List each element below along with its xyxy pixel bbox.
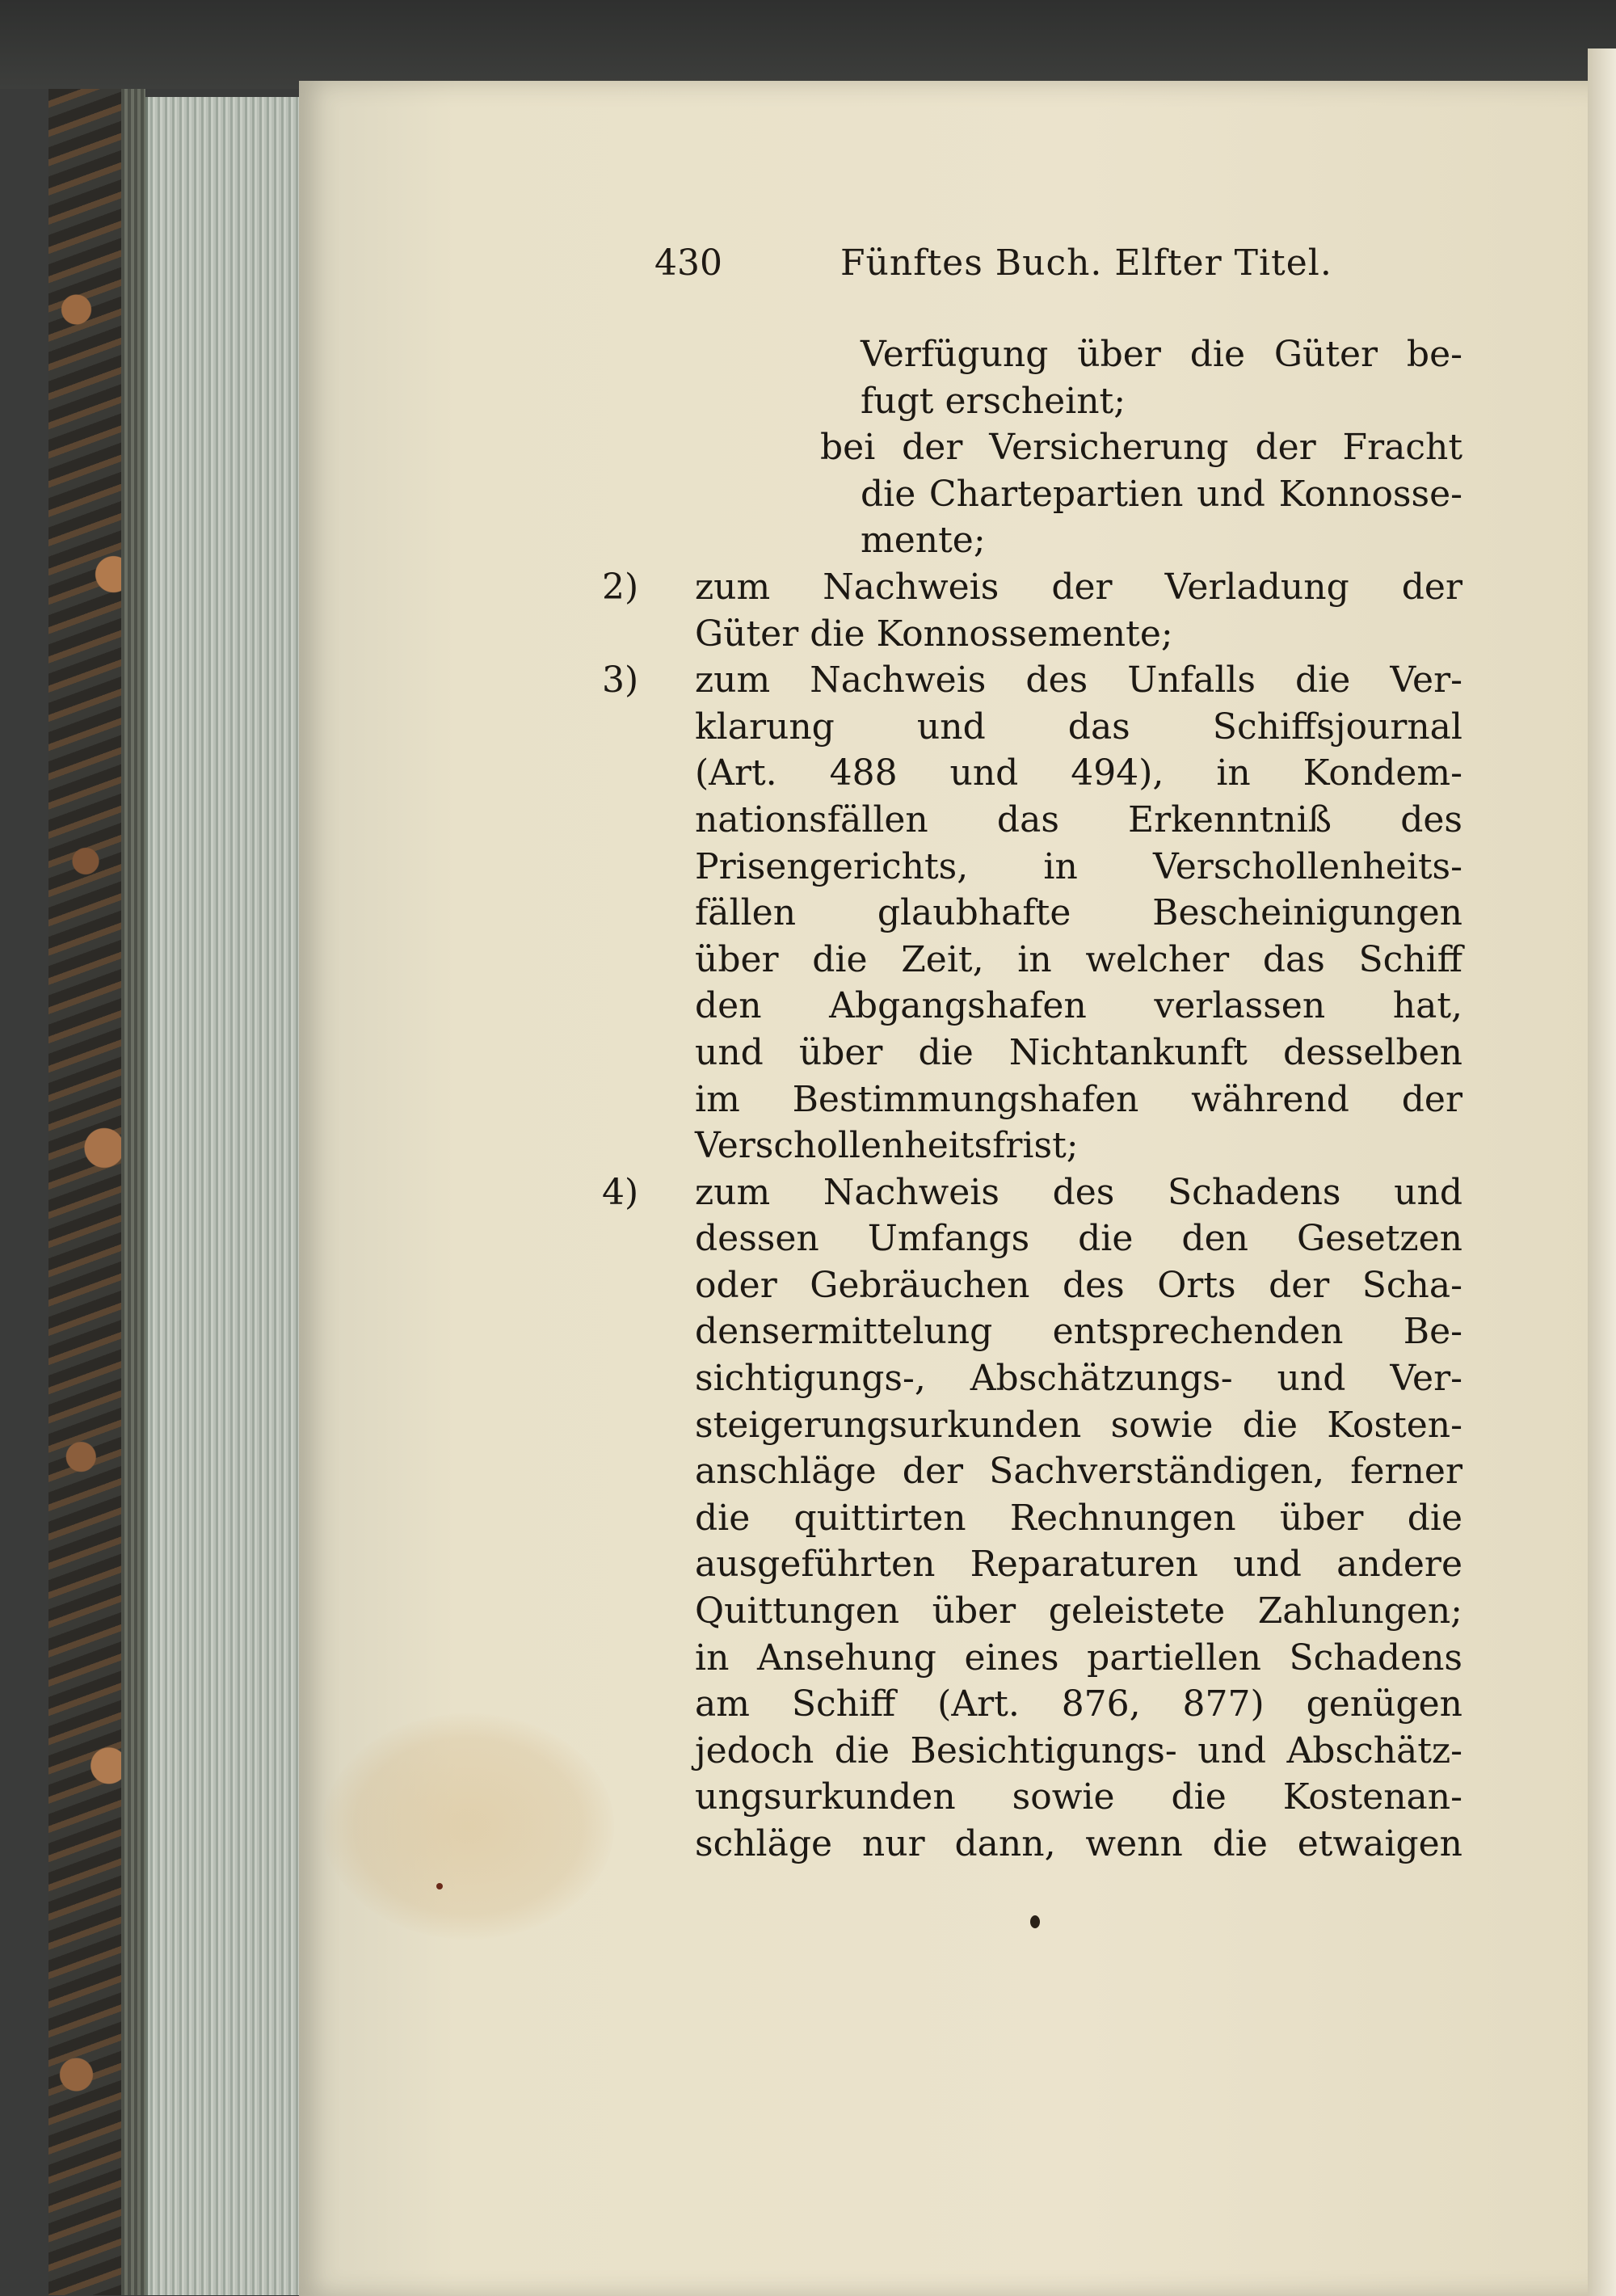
text-line: (Art. 488 und 494), in Kondem- <box>695 752 1462 794</box>
text-line: im Bestimmungshafen während der <box>695 1078 1462 1120</box>
text-line: am Schiff (Art. 876, 877) genügen <box>695 1683 1462 1725</box>
text-line: schläge nur dann, wenn die etwaigen <box>695 1823 1462 1864</box>
body-text <box>602 331 1462 1868</box>
item-number: 3) <box>602 659 639 701</box>
list-item-3 <box>602 657 1462 1169</box>
text-line: dessen Umfangs die den Gesetzen <box>695 1218 1462 1260</box>
text-line: den Abgangshafen verlassen hat, <box>695 985 1462 1027</box>
text-line: mente; <box>861 520 986 562</box>
text-line: Prisengerichts, in Verschollenheits- <box>695 845 1462 887</box>
text-line: in Ansehung eines partiellen Schadens <box>695 1637 1462 1679</box>
page-number: 430 <box>654 242 722 284</box>
page-edges <box>145 97 309 2295</box>
text-line: und über die Nichtankunft desselben <box>695 1031 1462 1073</box>
text-line: sichtigungs-, Abschätzungs- und Ver- <box>695 1358 1462 1400</box>
text-line: Quittungen über geleistete Zahlungen; <box>695 1590 1462 1632</box>
text-line: densermittelung entsprechenden Be- <box>695 1311 1462 1353</box>
item-number: 2) <box>602 566 639 608</box>
page-right-edge <box>1588 48 1616 2296</box>
text-line: bei der Versicherung der Fracht <box>820 427 1462 469</box>
text-line: nationsfällen das Erkenntniß des <box>695 798 1462 840</box>
text-line: ausgeführten Reparaturen und andere <box>695 1544 1462 1586</box>
item-number: 4) <box>602 1171 639 1213</box>
text-line: Güter die Konnossemente; <box>695 613 1173 655</box>
text-line: Verschollenheitsfrist; <box>695 1125 1079 1167</box>
text-line: über die Zeit, in welcher das Schiff <box>695 938 1462 980</box>
ink-spot <box>436 1883 443 1889</box>
background-top <box>0 0 1616 89</box>
text-line: anschläge der Sachverständigen, ferner <box>695 1451 1462 1493</box>
foxing-stain <box>323 1713 614 1940</box>
text-line: fugt erscheint; <box>861 380 1126 422</box>
text-line: steigerungsurkunden sowie die Kosten- <box>695 1404 1462 1446</box>
text-line: fällen glaubhafte Bescheinigungen <box>695 892 1462 934</box>
text-line: die Chartepartien und Konnosse- <box>861 473 1462 515</box>
text-line: zum Nachweis des Unfalls die Ver- <box>695 659 1462 701</box>
text-line: zum Nachweis der Verladung der <box>695 566 1462 608</box>
list-item-2 <box>602 564 1462 657</box>
text-line: klarung und das Schiffsjournal <box>695 706 1462 748</box>
text-line: jedoch die Besichtigungs- und Abschätz- <box>695 1729 1462 1772</box>
text-line: oder Gebräuchen des Orts der Scha- <box>695 1264 1462 1306</box>
list-item-4 <box>602 1169 1462 1868</box>
text-line: die quittirten Rechnungen über die <box>695 1497 1462 1539</box>
ink-spot <box>1030 1915 1040 1928</box>
text-line: ungsurkunden sowie die Kostenan- <box>695 1776 1462 1818</box>
text-line: Verfügung über die Güter be- <box>861 334 1462 375</box>
running-title: Fünftes Buch. Elfter Titel. <box>840 242 1332 284</box>
book-spine-edge <box>121 89 145 2295</box>
page-header <box>0 242 1616 291</box>
text-line: zum Nachweis des Schadens und <box>695 1171 1462 1213</box>
